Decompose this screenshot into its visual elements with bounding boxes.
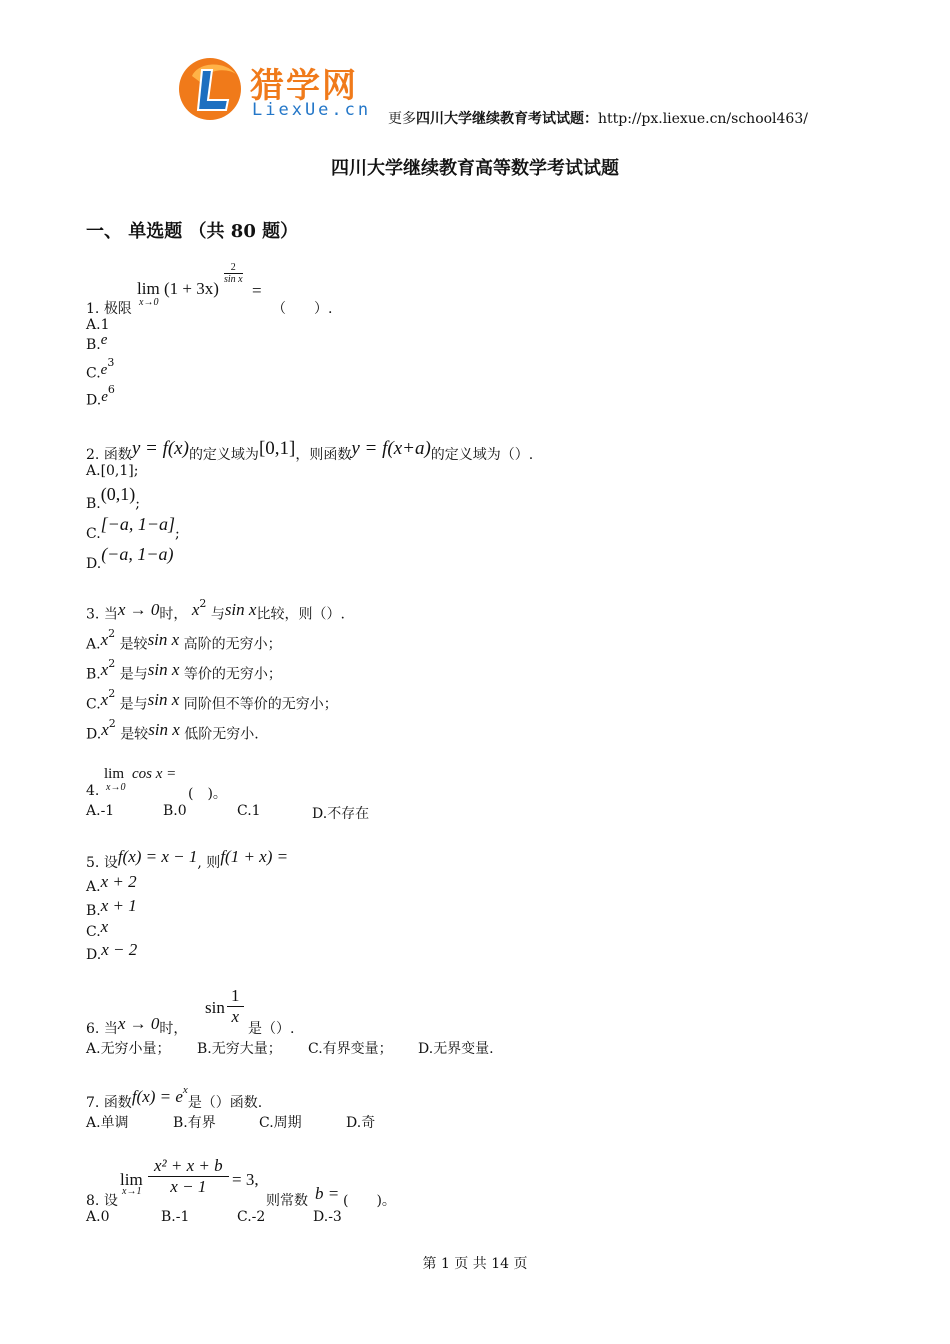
q8-eq: = 3, xyxy=(232,1170,259,1189)
q3-option-d: $D.x^2$ 是较sin x 低阶无穷小. xyxy=(86,717,259,743)
q7-tail: 是（）函数. xyxy=(187,1095,263,1111)
q5-f1: f(x) = x − 1 xyxy=(117,847,198,866)
q3-tail: 比较，则（）. xyxy=(256,606,345,623)
page-footer: 第 1 页 共 14 页 xyxy=(422,1256,528,1272)
q8-num: 8. xyxy=(86,1193,100,1209)
q2-option-a: A.[0,1]; xyxy=(86,463,139,479)
q1-lim-sub: x→0 xyxy=(139,297,159,308)
q8-stem: 设 xyxy=(103,1193,118,1209)
q7-f-sup: x xyxy=(182,1084,188,1097)
q6-mid: 时， xyxy=(159,1021,188,1037)
q4-num: 4. xyxy=(86,783,100,799)
q5-option-b: B.x + 1 xyxy=(86,896,137,919)
q8-tail: ( )。 xyxy=(343,1193,396,1209)
more-bold: 四川大学继续教育考试试题： xyxy=(416,111,598,127)
q2-f2: y = f(x+a) xyxy=(351,438,431,459)
q1-body: (1 + 3x) xyxy=(164,279,219,298)
q3-stem: 当 xyxy=(103,606,118,623)
logo xyxy=(178,56,388,122)
q3-option-a: $A.x^2$ 是较sin x 高阶的无穷小； xyxy=(86,627,282,653)
q5-option-d: D.x − 2 xyxy=(86,940,138,963)
q5-f2: f(1 + x) = xyxy=(220,847,289,866)
q3-b: sin x xyxy=(224,599,257,619)
q1-exp-num: 2 xyxy=(224,262,243,274)
q2-option-b: B.(0,1); xyxy=(86,484,140,512)
q2-f1: y = f(x) xyxy=(131,438,189,459)
q1-tail: （ ）. xyxy=(272,301,333,317)
header-more-line xyxy=(388,108,808,128)
q8-b: b = xyxy=(315,1184,340,1203)
q5-stem: 设 xyxy=(103,855,118,871)
section-heading: 一、 单选题 （共 80 题） xyxy=(86,221,299,242)
q7-num: 7. xyxy=(86,1095,100,1111)
more-link[interactable]: http://px.liexue.cn/school463/ xyxy=(598,111,808,127)
q3-cond: x → 0 xyxy=(117,599,160,619)
q1-exp xyxy=(224,262,243,285)
q6-sin: sin xyxy=(205,998,225,1017)
q2-tail: 的定义域为（）. xyxy=(430,447,534,463)
q5-mid: , 则 xyxy=(197,855,221,871)
q6-num: 6. xyxy=(86,1021,100,1037)
q1-option-b: B.e xyxy=(86,332,108,353)
q2-num: 2. xyxy=(86,447,100,463)
q1-option-a: A.1 xyxy=(86,317,110,333)
q3-mid1: 时， xyxy=(159,606,188,623)
q8-mid: 则常数 xyxy=(266,1193,308,1209)
q5-option-c: C.x xyxy=(86,917,109,940)
q6-frac: $\frac{1}{x}$ xyxy=(227,986,244,1027)
page-title: 四川大学继续教育高等数学考试试题 xyxy=(331,158,619,179)
q3-mid2: 与 xyxy=(210,606,225,623)
q3-option-c: $C.x^2$ 是与sin x 同阶但不等价的无穷小； xyxy=(86,687,338,713)
q1-exp-den: sin x xyxy=(224,274,243,285)
q7-stem: 函数 xyxy=(103,1095,132,1111)
q4-body: cos x = xyxy=(132,766,177,782)
q3-a: x xyxy=(191,599,200,619)
q8-lim: lim xyxy=(120,1170,143,1189)
q1-stem: 极限 xyxy=(103,301,132,317)
q1-eq: = xyxy=(252,281,262,300)
q7-f: f(x) = e xyxy=(131,1087,183,1106)
q1-lim: lim xyxy=(137,279,160,298)
q4-lim: lim xyxy=(104,766,125,782)
q1-option-c: $C.e^3$ xyxy=(86,356,115,382)
q5-option-a: A.x + 2 xyxy=(86,872,137,895)
q1-option-d: $D.e^6$ xyxy=(86,383,115,409)
more-prefix: 更多 xyxy=(388,111,416,127)
q2-stem: 函数 xyxy=(103,447,132,463)
q3-num: 3. xyxy=(86,606,100,623)
q2-option-c: C.[−a, 1−a]; xyxy=(86,514,180,542)
q1-num: 1. xyxy=(86,301,100,317)
q2-dom: [0,1] xyxy=(258,438,296,459)
logo-mark-icon xyxy=(178,56,244,122)
q6-stem: 当 xyxy=(103,1021,118,1037)
logo-en-text: LiexUe.cn xyxy=(252,100,372,120)
q6-tail: 是（）. xyxy=(248,1021,295,1037)
q4-lim-sub: x→0 xyxy=(106,782,126,793)
q4-tail: ( )。 xyxy=(188,786,227,802)
q2-option-d: D.(−a, 1−a) xyxy=(86,544,174,572)
logo-cn-text: 猎学网 xyxy=(250,66,358,106)
q8-frac: $\frac{\text{x² + x + b}}{x - 1}$ xyxy=(148,1156,229,1197)
q5-num: 5. xyxy=(86,855,100,871)
q6-cond: x → 0 xyxy=(117,1014,160,1033)
q8-lim-sub: x→1 xyxy=(122,1186,142,1197)
q2-mid2: ，则函数 xyxy=(295,447,352,463)
q3-option-b: $B.x^2$ 是与sin x 等价的无穷小； xyxy=(86,657,282,683)
q2-mid1: 的定义域为 xyxy=(188,447,259,463)
